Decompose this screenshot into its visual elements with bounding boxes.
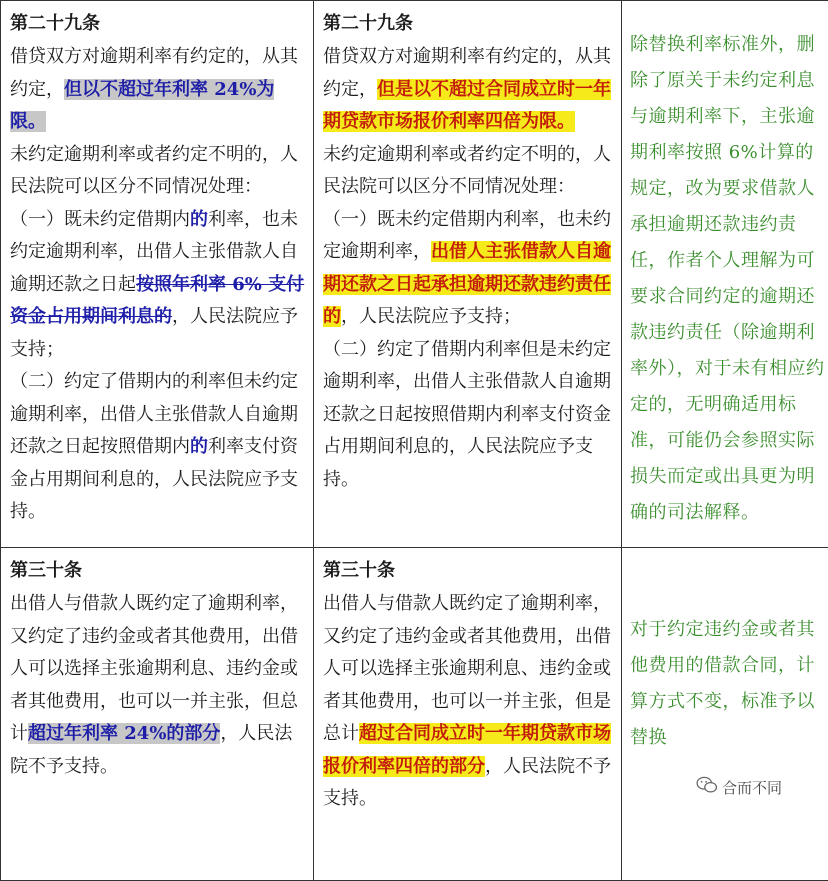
article-title: 第三十条 xyxy=(323,556,615,586)
text: 出借人与借款人既约定了逾期利率，又约定了违约金或者其他费用，出借人可以选择主张逾期利息、违约金或者其他费用，也可以一并主张，但是总计 xyxy=(323,593,611,744)
table-row-article-30 xyxy=(1,548,828,881)
paragraph xyxy=(10,41,307,139)
highlighted-clause: 但是以不超过合同成立时一年期贷款市场报价利率四倍为限。 xyxy=(323,79,611,133)
text: 借贷双方对逾期利率有约定的，从其约定， xyxy=(323,46,611,100)
highlighted-clause: 超过合同成立时一年期贷款市场报价利率四倍的部分 xyxy=(323,723,611,777)
deleted-clause: 按照年利率 6% 支付资金占用期间利息的 xyxy=(10,274,304,328)
paragraph xyxy=(10,204,307,367)
paragraph xyxy=(323,41,615,139)
paragraph xyxy=(323,588,615,816)
text: （二）约定了借期内的利率但未约定逾期利率，出借人主张借款人自逾期还款之日起按照借期内 xyxy=(10,371,298,457)
text: 利率支付资金占用期间利息的，人民法院应予支持。 xyxy=(10,436,298,522)
paragraph xyxy=(10,588,307,783)
paragraph xyxy=(10,366,307,529)
old-article-29-cell xyxy=(1,1,314,548)
article-title: 第二十九条 xyxy=(10,9,307,39)
article-title: 第三十条 xyxy=(10,556,307,586)
article-title: 第二十九条 xyxy=(323,9,615,39)
text: 利率，也未约定逾期利率，出借人主张借款人自逾期还款之日起 xyxy=(10,209,298,295)
note-article-30: 对于约定违约金或者其他费用的借款合同，计算方式不变，标准予以替换 xyxy=(622,548,828,881)
highlighted-clause: 超过年利率 24%的部分 xyxy=(28,723,220,744)
text: ，人民法院不予支持。 xyxy=(10,723,292,777)
old-article-30-cell xyxy=(1,548,314,881)
text: 出借人与借款人既约定了逾期利率，又约定了违约金或者其他费用，出借人可以选择主张逾期利息、违约金或者其他费用，也可以一并主张，但总计 xyxy=(10,593,298,744)
table-row-article-29 xyxy=(1,1,828,548)
highlighted-clause: 出借人主张借款人自逾期还款之日起承担逾期还款违约责任的 xyxy=(323,241,611,327)
text: ，人民法院应予支持； xyxy=(341,306,521,327)
marked-char: 的 xyxy=(190,436,208,457)
new-article-30-cell xyxy=(314,548,622,881)
marked-char: 的 xyxy=(190,209,208,230)
text: （一）既未约定借期内利率，也未约定逾期利率， xyxy=(323,209,611,263)
note-article-29: 除替换利率标准外，删除了原关于未约定利息与逾期利率下，主张逾期利率按照 6%计算的规定，改为要求借款人承担逾期还款违约责任，作者个人理解为可要求合同约定的逾期还款违约责任（除逾期利率外），对于未有相应约定的，无明确适用标准，可能仍会参照实际损失而定或出具更为明确的司法解释。 xyxy=(622,1,828,548)
watermark-text: 合而不同 xyxy=(722,777,782,798)
new-article-29-cell xyxy=(314,1,622,548)
paragraph: （二）约定了借期内利率但是未约定逾期利率，出借人主张借款人自逾期还款之日起按照借期内利率支付资金占用期间利息的，人民法院应予支持。 xyxy=(323,334,615,497)
watermark xyxy=(696,776,782,798)
paragraph xyxy=(323,204,615,334)
text: ，人民法院应予支持； xyxy=(10,306,298,360)
paragraph: 未约定逾期利率或者约定不明的，人民法院可以区分不同情况处理： xyxy=(323,139,615,204)
paragraph: 未约定逾期利率或者约定不明的，人民法院可以区分不同情况处理： xyxy=(10,139,307,204)
text: 借贷双方对逾期利率有约定的，从其约定， xyxy=(10,46,298,100)
wechat-icon xyxy=(696,776,718,798)
highlighted-clause: 但以不超过年利率 24%为限。 xyxy=(10,79,274,133)
text: ，人民法院不予支持。 xyxy=(323,756,611,810)
text: （一）既未约定借期内 xyxy=(10,209,190,230)
